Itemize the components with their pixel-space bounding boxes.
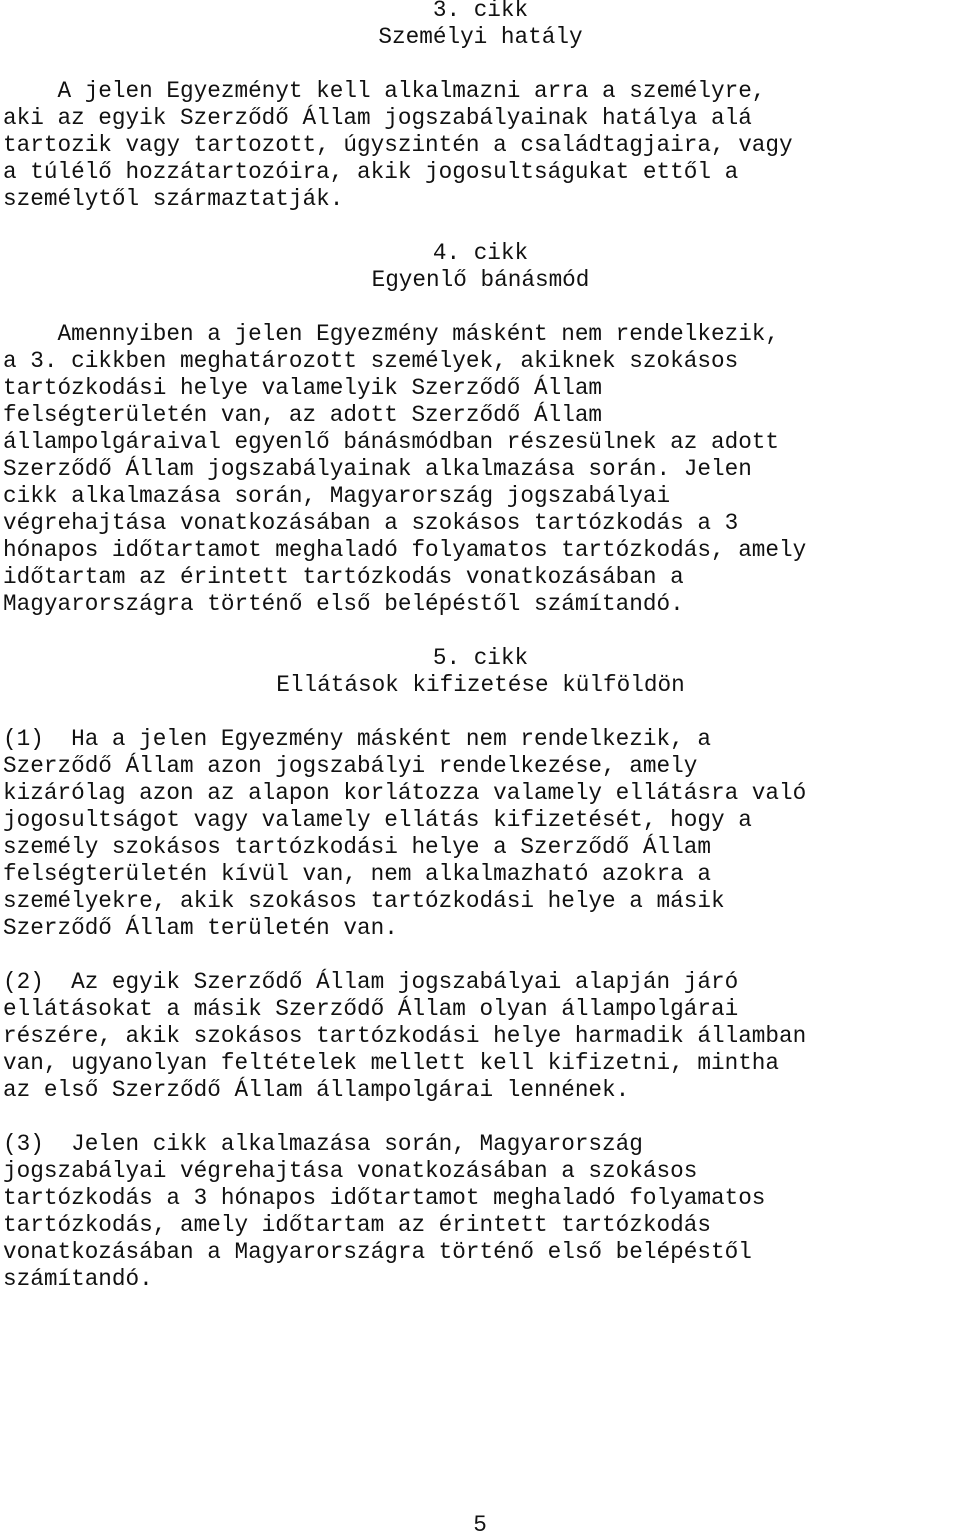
text-line: ellátásokat a másik Szerződő Állam olyan állampolgárai bbox=[3, 996, 739, 1022]
spacer bbox=[3, 618, 958, 645]
text-line: (3) Jelen cikk alkalmazása során, Magyarország bbox=[3, 1131, 643, 1157]
text-line: vonatkozásában a Magyarországra történő első belépéstől bbox=[3, 1239, 752, 1265]
article-5-paragraph-3 bbox=[3, 1131, 958, 1293]
article-5-paragraph-2 bbox=[3, 969, 958, 1104]
text-line: (1) Ha a jelen Egyezmény másként nem rendelkezik, a bbox=[3, 726, 711, 752]
text-line: állampolgáraival egyenlő bánásmódban részesülnek az adott bbox=[3, 429, 780, 455]
text-line: van, ugyanolyan feltételek mellett kell kifizetni, mintha bbox=[3, 1050, 780, 1076]
text-line: tartozik vagy tartozott, úgyszintén a családtagjaira, vagy bbox=[3, 132, 793, 158]
text-line: részére, akik szokásos tartózkodási helye harmadik államban bbox=[3, 1023, 807, 1049]
text-line: A jelen Egyezményt kell alkalmazni arra a személyre, bbox=[3, 78, 766, 104]
document-page bbox=[3, 0, 958, 1293]
text-line: végrehajtása vonatkozásában a szokásos tartózkodás a 3 bbox=[3, 510, 739, 536]
article-4-number: 4. cikk bbox=[432, 240, 529, 266]
text-line: Szerződő Állam területén van. bbox=[3, 915, 398, 941]
spacer bbox=[3, 51, 958, 78]
text-line: (2) Az egyik Szerződő Állam jogszabályai alapján járó bbox=[3, 969, 739, 995]
spacer bbox=[3, 294, 958, 321]
article-5-paragraph-1 bbox=[3, 726, 958, 942]
text-line: jogosultságot vagy valamely ellátás kifizetését, hogy a bbox=[3, 807, 752, 833]
text-line: személyekre, akik szokásos tartózkodási helye a másik bbox=[3, 888, 725, 914]
spacer bbox=[3, 942, 958, 969]
text-line: Magyarországra történő első belépéstől számítandó. bbox=[3, 591, 684, 617]
spacer bbox=[3, 699, 958, 726]
article-3 bbox=[3, 0, 958, 213]
spacer bbox=[3, 213, 958, 240]
text-line: a túlélő hozzátartozóira, akik jogosultságukat ettől a bbox=[3, 159, 739, 185]
text-line: Szerződő Állam jogszabályainak alkalmazása során. Jelen bbox=[3, 456, 752, 482]
text-line: cikk alkalmazása során, Magyarország jogszabályai bbox=[3, 483, 671, 509]
article-3-number: 3. cikk bbox=[432, 0, 529, 23]
text-line: számítandó. bbox=[3, 1266, 153, 1292]
article-4-title: Egyenlő bánásmód bbox=[371, 267, 590, 293]
text-line: időtartam az érintett tartózkodás vonatkozásában a bbox=[3, 564, 684, 590]
text-line: tartózkodás, amely időtartam az érintett tartózkodás bbox=[3, 1212, 711, 1238]
text-line: kizárólag azon az alapon korlátozza valamely ellátásra való bbox=[3, 780, 807, 806]
text-line: tartózkodás a 3 hónapos időtartamot meghaladó folyamatos bbox=[3, 1185, 766, 1211]
article-5 bbox=[3, 645, 958, 1293]
text-line: személytől származtatják. bbox=[3, 186, 344, 212]
text-line: személy szokásos tartózkodási helye a Szerződő Állam bbox=[3, 834, 711, 860]
article-4-paragraph bbox=[3, 321, 958, 618]
text-line: aki az egyik Szerződő Állam jogszabályainak hatálya alá bbox=[3, 105, 752, 131]
text-line: az első Szerződő Állam állampolgárai lennének. bbox=[3, 1077, 630, 1103]
text-line: hónapos időtartamot meghaladó folyamatos tartózkodás, amely bbox=[3, 537, 807, 563]
text-line: Szerződő Állam azon jogszabályi rendelkezése, amely bbox=[3, 753, 698, 779]
article-3-paragraph bbox=[3, 78, 958, 213]
article-4 bbox=[3, 240, 958, 618]
article-3-title: Személyi hatály bbox=[378, 24, 583, 50]
spacer bbox=[3, 1104, 958, 1131]
article-5-number: 5. cikk bbox=[432, 645, 529, 671]
article-5-title: Ellátások kifizetése külföldön bbox=[276, 672, 685, 698]
text-line: felségterületén kívül van, nem alkalmazható azokra a bbox=[3, 861, 711, 887]
text-line: jogszabályai végrehajtása vonatkozásában a szokásos bbox=[3, 1158, 698, 1184]
text-line: felségterületén van, az adott Szerződő Állam bbox=[3, 402, 603, 428]
text-line: Amennyiben a jelen Egyezmény másként nem rendelkezik, bbox=[3, 321, 780, 347]
page-number: 5 bbox=[473, 1512, 487, 1538]
text-line: a 3. cikkben meghatározott személyek, akiknek szokásos bbox=[3, 348, 739, 374]
text-line: tartózkodási helye valamelyik Szerződő Állam bbox=[3, 375, 603, 401]
